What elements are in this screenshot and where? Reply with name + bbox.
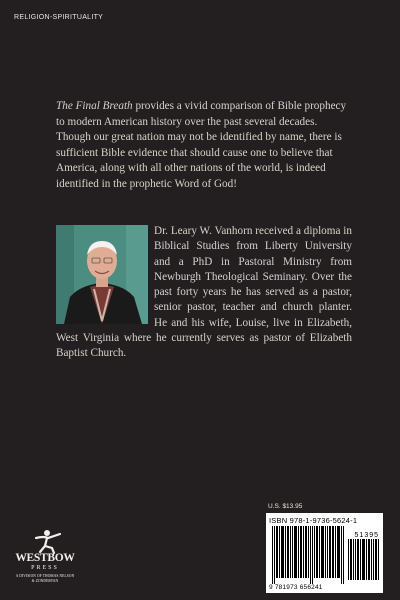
barcode-price-code: 51395 [354, 532, 379, 539]
author-photo [56, 225, 148, 324]
isbn-barcode [266, 513, 383, 593]
category-label: RELIGION-SPIRITUALITY [14, 14, 104, 21]
publisher-press: PRESS [31, 565, 59, 571]
blurb-text: provides a vivid comparison of Bible prophecy to modern American history over the past several decades. Though our great nation may not be identified by name, there is sufficient Bible evidence that should cause one to believe that America, along with all other nations of the world, is indeed identified in the prophetic Word of God! [56, 100, 347, 190]
book-title: The Final Breath [56, 100, 133, 112]
author-bio-text: Dr. Leary W. Vanhorn received a diploma in Biblical Studies from Liberty University and a PhD in Pastoral Ministry from Newburgh Theological Seminary. Over the past forty years he has served as a pastor, senior pastor, teacher and church planter. He and his wife, Louise, live in Elizabeth, West Virginia where he currently serves as pastor of Elizabeth Baptist Church. [56, 225, 352, 360]
isbn-number: ISBN 978-1-9736-5624-1 [269, 516, 358, 525]
publisher-logo [14, 528, 76, 590]
publisher-division: A DIVISION OF THOMAS NELSON & ZONDERVAN [15, 574, 75, 583]
barcode-bars [266, 513, 383, 593]
barcode-digits: 9 781973 656241 [269, 584, 323, 591]
publisher-name: WESTBOW [15, 552, 75, 564]
price-label: U.S. $13.95 [268, 503, 303, 510]
book-blurb [56, 99, 352, 192]
figure-icon [14, 528, 76, 554]
